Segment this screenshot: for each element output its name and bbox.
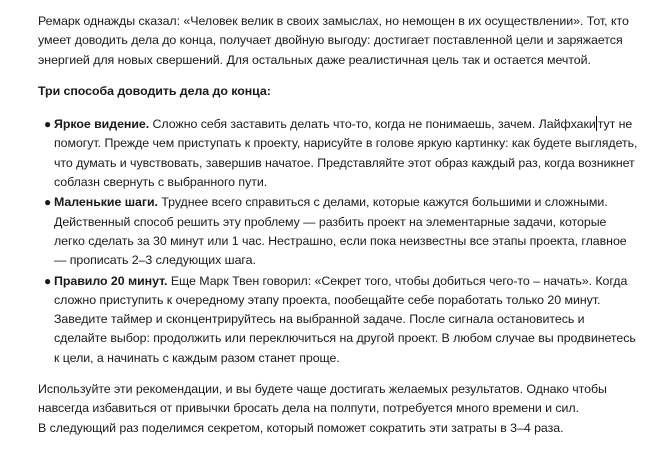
text-cursor <box>596 116 597 131</box>
intro-paragraph: Ремарк однажды сказал: «Человек велик в своих замыслах, но немощен в их осуществлении». Тот, кто умеет доводить дела до конца, получает двойную выгоду: достигает поставленной цели и заряжается энергией для новых свершений. Для остальных даже реалистичная цель так и остается мечтой. <box>38 14 629 67</box>
list-item-text: Еще Марк Твен говорил: «Секрет того, чтобы добиться чего-то – начать». Когда сложно приступить к очередному этапу проекта, пообещайте себе поработать только 20 минут. Заведите таймер и сконцентрируйтесь на выбранной задаче. После сигнала остановитесь и сделайте выбор: продолжить или переключиться на другой проект. В любом случае вы продвинетесь к цели, а начинать с каждым разом станет проще. <box>54 273 636 365</box>
bullet-icon: ● <box>44 117 52 132</box>
section-heading: Три способа доводить дела до конца: <box>38 83 271 98</box>
list-item <box>38 193 638 270</box>
list-item-title: Правило 20 минут. <box>54 273 168 288</box>
document-body[interactable] <box>38 12 638 438</box>
list-item-text-continued: тут не помогут. Прежде чем приступать к проекту, нарисуйте в голове яркую картинку: как будете выглядеть, что думать и чувствовать, завершив начатое. Представляйте этот образ каждый раз, когда возникнет соблазн свернуть с выбранного пути. <box>54 117 638 190</box>
conclusion-paragraph <box>38 380 638 438</box>
conclusion-line-1: Используйте эти рекомендации, и вы будете чаще достигать желаемых результатов. Однако чтобы навсегда избавиться от привычки бросать дела на полпути, потребуется много времени и сил. <box>38 382 607 416</box>
bullet-icon: ● <box>44 273 52 288</box>
conclusion-line-2: В следующий раз поделимся секретом, который поможет сократить эти затраты в 3–4 раза. <box>38 420 564 435</box>
list-item <box>38 272 638 368</box>
list-item <box>38 115 638 192</box>
list-item-title: Яркое видение. <box>54 117 150 132</box>
methods-list <box>38 115 638 368</box>
bullet-icon: ● <box>44 195 52 210</box>
list-item-title: Маленькие шаги. <box>54 195 158 210</box>
list-item-text: Сложно себя заставить делать что-то, когда не понимаешь, зачем. Лайфхаки <box>149 117 596 132</box>
list-item-text: Труднее всего справиться с делами, которые кажутся большими и сложными. Действенный способ решить эту проблему — разбить проект на элементарные задачи, которые легко сделать за 30 минут или 1 час. Нестрашно, если пока неизвестны все этапы проекта, главное — прописать 2–3 следующих шага. <box>54 195 627 268</box>
